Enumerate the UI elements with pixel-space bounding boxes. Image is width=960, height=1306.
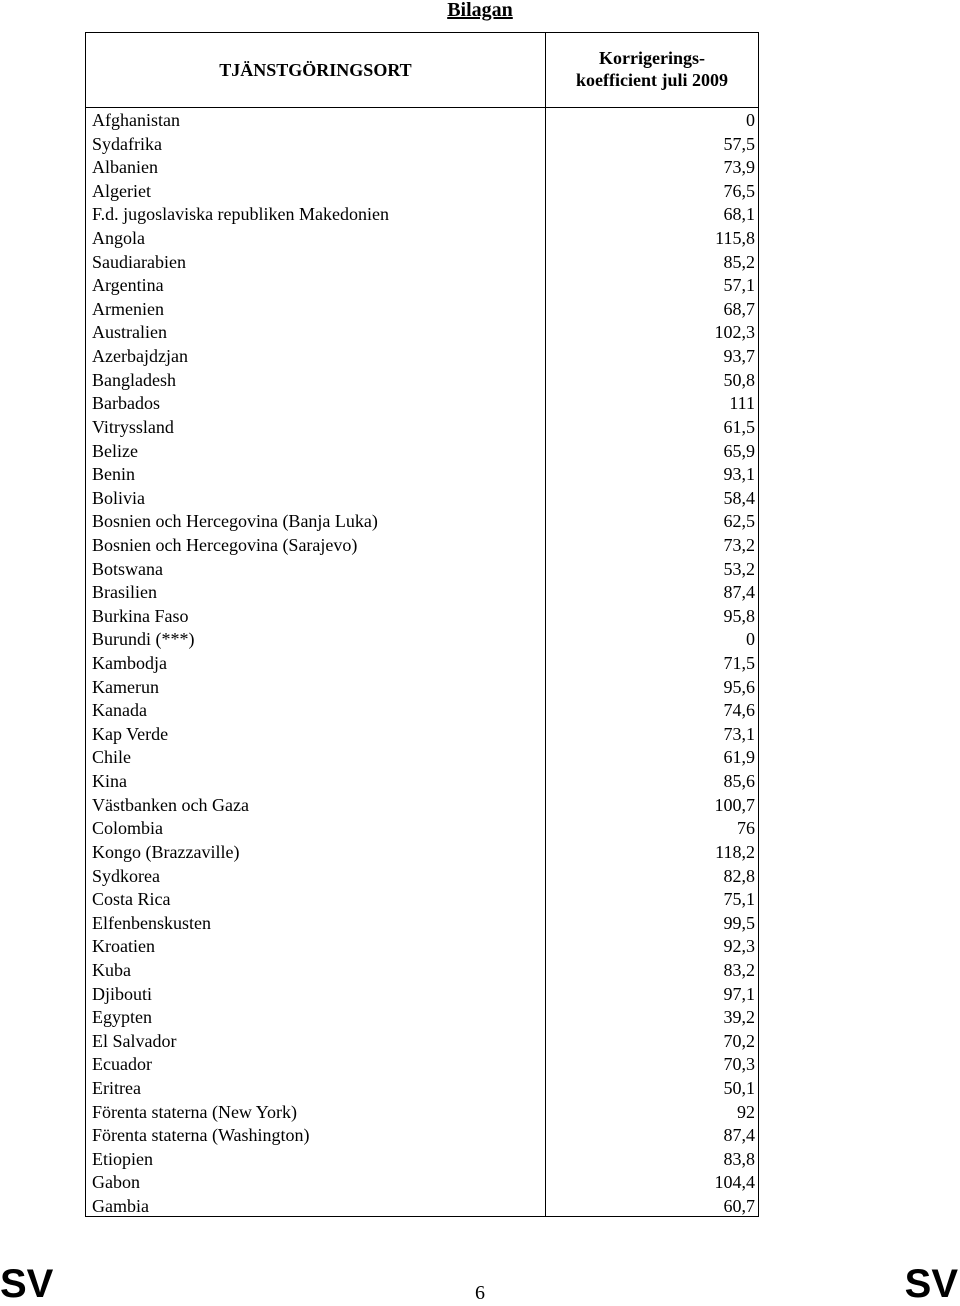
coefficient-cell: 73,1 [723, 723, 755, 744]
duty-station-cell: Kambodja [92, 653, 167, 674]
duty-station-cell: Afghanistan [92, 110, 180, 130]
table-row [86, 251, 758, 275]
duty-station-cell: Djibouti [92, 983, 153, 1004]
table-row [86, 888, 758, 912]
duty-station-cell: Brasilien [92, 582, 157, 603]
table-row [86, 109, 758, 133]
page-heading: Bilagan [447, 0, 513, 21]
duty-station-cell: Barbados [92, 393, 160, 414]
header-location: TJÄNSTGÖRINGSORT [219, 60, 412, 80]
duty-station-cell: Kamerun [92, 676, 159, 697]
coefficient-cell: 95,8 [723, 605, 755, 626]
table-row [86, 841, 758, 865]
coefficient-cell: 0 [746, 110, 755, 130]
table-row [86, 1077, 758, 1101]
coefficient-cell: 100,7 [714, 794, 755, 815]
table-row [86, 298, 758, 322]
table-row [86, 676, 758, 700]
coefficient-cell: 70,2 [723, 1030, 755, 1051]
header-divider [85, 107, 759, 108]
table-row [86, 1148, 758, 1172]
table-row [86, 558, 758, 582]
duty-station-cell: Kongo (Brazzaville) [92, 841, 240, 862]
table-row [86, 628, 758, 652]
table-row [86, 935, 758, 959]
coefficient-cell: 75,1 [723, 889, 755, 910]
coefficient-cell: 71,5 [723, 653, 755, 674]
duty-station-cell: Burundi (***) [92, 629, 195, 650]
duty-station-cell: Colombia [92, 818, 163, 839]
table-row [86, 817, 758, 841]
duty-station-cell: Botswana [92, 558, 163, 579]
coefficient-cell: 57,5 [723, 133, 755, 154]
duty-station-cell: Australien [92, 322, 167, 343]
coefficient-cell: 0 [746, 629, 755, 650]
table-row [86, 321, 758, 345]
duty-station-cell: Sydkorea [92, 865, 160, 886]
table-row [86, 203, 758, 227]
coefficient-cell: 57,1 [723, 275, 755, 296]
coefficient-cell: 93,7 [723, 346, 755, 367]
coefficient-cell: 73,9 [723, 157, 755, 178]
duty-station-cell: Västbanken och Gaza [92, 794, 249, 815]
table-row [86, 1006, 758, 1030]
coefficient-cell: 68,1 [723, 204, 755, 225]
coefficient-cell: 61,9 [723, 747, 755, 768]
duty-station-cell: Argentina [92, 275, 164, 296]
duty-station-cell: Bolivia [92, 487, 145, 508]
coefficient-cell: 74,6 [723, 700, 755, 721]
coefficient-cell: 62,5 [723, 511, 755, 532]
duty-station-cell: Elfenbenskusten [92, 912, 211, 933]
duty-station-cell: Eritrea [92, 1077, 141, 1098]
table-row [86, 912, 758, 936]
table-row [86, 1101, 758, 1125]
table-row [86, 959, 758, 983]
duty-station-cell: Bangladesh [92, 369, 176, 390]
duty-station-cell: Kina [92, 771, 127, 792]
duty-station-cell: Armenien [92, 298, 164, 319]
duty-station-cell: Kroatien [92, 936, 155, 957]
table-row [86, 770, 758, 794]
coefficient-cell: 111 [729, 393, 755, 414]
duty-station-cell: Förenta staterna (Washington) [92, 1125, 310, 1146]
table-row [86, 510, 758, 534]
table-row [86, 133, 758, 157]
table-row [86, 605, 758, 629]
table-row [86, 440, 758, 464]
coefficient-cell: 70,3 [723, 1054, 755, 1075]
duty-station-cell: Bosnien och Hercegovina (Sarajevo) [92, 534, 358, 555]
duty-station-cell: Kanada [92, 700, 147, 721]
duty-station-cell: Azerbajdzjan [92, 346, 188, 367]
duty-station-cell: Algeriet [92, 180, 151, 201]
coefficient-cell: 97,1 [723, 983, 755, 1004]
table-row [86, 392, 758, 416]
duty-station-cell: Belize [92, 440, 138, 461]
table-row [86, 1124, 758, 1148]
table-row [86, 534, 758, 558]
duty-station-cell: Ecuador [92, 1054, 152, 1075]
header-coefficient-line1: Korrigerings- [599, 48, 705, 68]
table-row [86, 416, 758, 440]
table-row [86, 581, 758, 605]
page-number: 6 [475, 1282, 485, 1304]
coefficient-cell: 104,4 [714, 1172, 755, 1193]
table-row [86, 723, 758, 747]
duty-station-cell: Costa Rica [92, 889, 171, 910]
coefficient-cell: 65,9 [723, 440, 755, 461]
coefficient-cell: 99,5 [723, 912, 755, 933]
coefficient-cell: 68,7 [723, 298, 755, 319]
coefficient-cell: 93,1 [723, 464, 755, 485]
coefficient-cell: 85,6 [723, 771, 755, 792]
duty-station-cell: Burkina Faso [92, 605, 189, 626]
table-row [86, 345, 758, 369]
table-row [86, 227, 758, 251]
duty-station-cell: Bosnien och Hercegovina (Banja Luka) [92, 511, 378, 532]
table-row [86, 487, 758, 511]
coefficient-cell: 50,1 [723, 1077, 755, 1098]
coefficient-cell: 102,3 [714, 322, 755, 343]
table-row [86, 156, 758, 180]
coefficient-cell: 76,5 [723, 180, 755, 201]
coefficient-cell: 83,2 [723, 959, 755, 980]
duty-station-cell: Gambia [92, 1196, 149, 1217]
coefficient-cell: 87,4 [723, 582, 755, 603]
coefficient-cell: 76 [737, 818, 755, 839]
duty-station-cell: Egypten [92, 1007, 152, 1028]
coefficient-cell: 58,4 [723, 487, 755, 508]
table-row [86, 699, 758, 723]
coefficient-cell: 115,8 [715, 228, 755, 249]
table-body [86, 109, 758, 1219]
duty-station-cell: Sydafrika [92, 133, 162, 154]
header-coefficient [546, 47, 758, 91]
table-row [86, 1171, 758, 1195]
table-row [86, 180, 758, 204]
header-coefficient-line2: koefficient juli 2009 [576, 70, 728, 90]
coefficient-cell: 39,2 [723, 1007, 755, 1028]
coefficient-cell: 92 [737, 1101, 755, 1122]
coefficient-cell: 92,3 [723, 936, 755, 957]
duty-station-cell: Albanien [92, 157, 158, 178]
coefficient-cell: 87,4 [723, 1125, 755, 1146]
coefficient-cell: 95,6 [723, 676, 755, 697]
language-code-right: SV [904, 1262, 958, 1306]
duty-station-cell: Gabon [92, 1172, 140, 1193]
duty-station-cell: Kap Verde [92, 723, 169, 744]
coefficient-cell: 83,8 [723, 1148, 755, 1169]
table-row [86, 865, 758, 889]
coefficient-cell: 118,2 [715, 841, 755, 862]
coefficient-cell: 73,2 [723, 534, 755, 555]
table-row [86, 746, 758, 770]
table-row [86, 652, 758, 676]
coefficient-cell: 61,5 [723, 416, 755, 437]
duty-station-cell: F.d. jugoslaviska republiken Makedonien [92, 204, 390, 225]
table-row [86, 369, 758, 393]
coefficient-cell: 50,8 [723, 369, 755, 390]
duty-station-cell: Vitryssland [92, 416, 174, 437]
duty-station-cell: Kuba [92, 959, 131, 980]
duty-station-cell: El Salvador [92, 1030, 177, 1051]
duty-station-cell: Benin [92, 464, 135, 485]
language-code-left: SV [0, 1262, 54, 1306]
coefficient-cell: 82,8 [723, 865, 755, 886]
table-row [86, 1030, 758, 1054]
coefficient-cell: 53,2 [723, 558, 755, 579]
coefficient-cell: 85,2 [723, 251, 755, 272]
duty-station-cell: Chile [92, 747, 131, 768]
duty-station-cell: Saudiarabien [92, 251, 186, 272]
table-row [86, 274, 758, 298]
duty-station-cell: Etiopien [92, 1148, 153, 1169]
table-row [86, 1195, 758, 1219]
table-row [86, 1053, 758, 1077]
duty-station-cell: Förenta staterna (New York) [92, 1101, 297, 1122]
coefficient-cell: 60,7 [723, 1196, 755, 1217]
duty-station-cell: Angola [92, 228, 145, 249]
table-row [86, 794, 758, 818]
table-row [86, 983, 758, 1007]
table-row [86, 463, 758, 487]
